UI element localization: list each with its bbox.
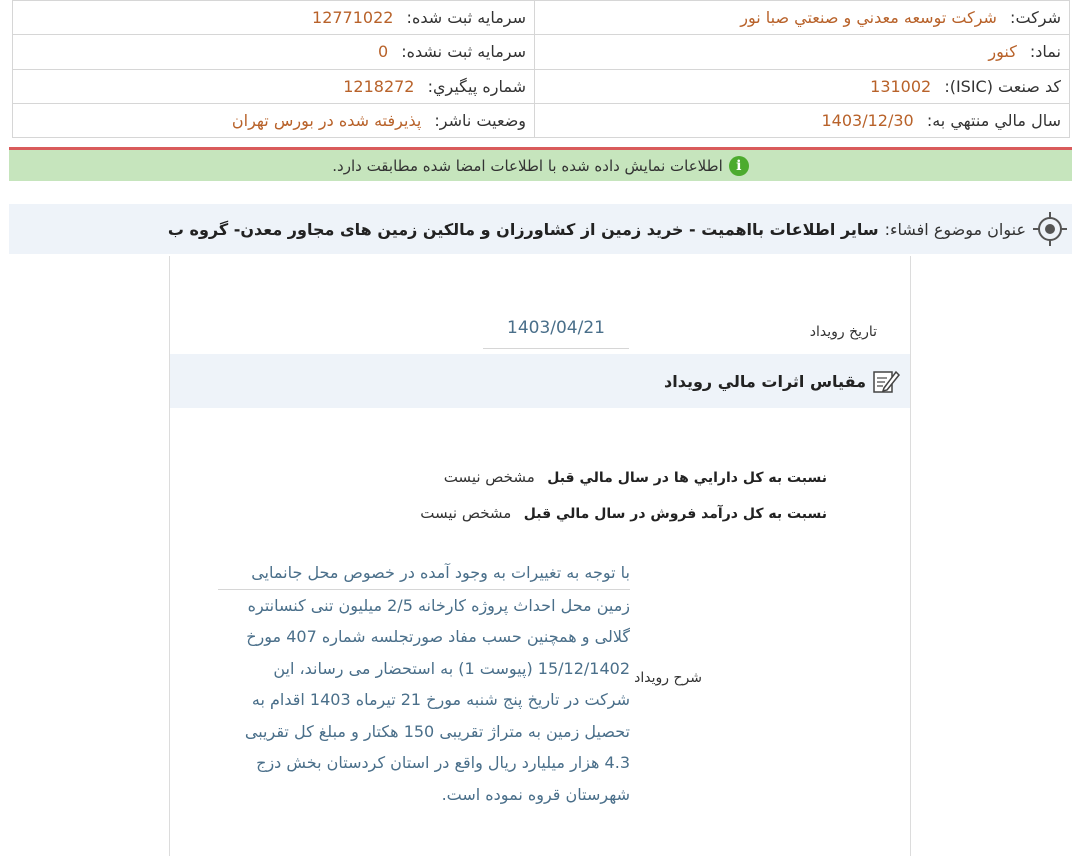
unregistered-capital-label: سرمايه ثبت نشده: bbox=[401, 42, 526, 62]
disclosure-subject-bar bbox=[9, 204, 1072, 254]
registered-capital-label: سرمايه ثبت شده: bbox=[406, 8, 526, 28]
unregistered-capital-cell bbox=[13, 35, 535, 69]
publisher-status-cell bbox=[13, 103, 535, 137]
isic-value: 131002 bbox=[870, 76, 932, 96]
ratio-row-revenue bbox=[420, 504, 827, 522]
tracking-value: 1218272 bbox=[343, 76, 415, 96]
publisher-status-value: پذيرفته شده در بورس تهران bbox=[231, 110, 422, 130]
unregistered-capital-value: 0 bbox=[377, 42, 389, 62]
ratio-revenue-value: مشخص نيست bbox=[420, 504, 512, 522]
description-line: شرکت در تاريخ پنج شنبه مورخ 21 تيرماه 1403 اقدام به bbox=[251, 690, 630, 709]
isic-label: کد صنعت (ISIC): bbox=[944, 76, 1061, 96]
ratio-assets-value: مشخص نيست bbox=[443, 468, 535, 486]
fiscal-year-cell bbox=[535, 103, 1070, 137]
subject-label: عنوان موضوع افشاء: bbox=[884, 219, 1026, 239]
isic-cell bbox=[535, 69, 1070, 103]
symbol-value[interactable]: کنور bbox=[988, 42, 1017, 62]
target-icon bbox=[1032, 211, 1068, 247]
company-label: شرکت: bbox=[1010, 8, 1061, 28]
signature-match-notice bbox=[9, 147, 1072, 181]
ratio-assets-label: نسبت به کل دارايي ها در سال مالي قبل bbox=[547, 470, 827, 486]
symbol-cell bbox=[535, 35, 1070, 69]
description-line: شهرستان قروه نموده است. bbox=[441, 784, 630, 804]
company-value[interactable]: شرکت توسعه معدني و صنعتي صبا نور bbox=[740, 8, 997, 28]
symbol-label: نماد: bbox=[1029, 42, 1061, 62]
subject-value: ساير اطلاعات بااهميت - خريد زمين از کشاورزان و مالکين زمين های مجاور معدن- گروه ب bbox=[167, 219, 879, 239]
info-row bbox=[13, 103, 1070, 137]
financial-effects-title: مقياس اثرات مالي رويداد bbox=[664, 371, 866, 391]
fiscal-year-label: سال مالي منتهي به: bbox=[926, 110, 1061, 130]
edit-note-icon bbox=[872, 368, 900, 394]
description-line: گلالی و همچنين حسب مفاد صورتجلسه شماره 407 مورخ bbox=[246, 627, 630, 646]
info-icon: i bbox=[729, 156, 749, 176]
description-line: 15/12/1402 (پيوست 1) به استحضار می رساند، اين bbox=[273, 658, 630, 678]
ratio-revenue-label: نسبت به کل درآمد فروش در سال مالي قبل bbox=[523, 506, 827, 522]
info-row bbox=[13, 1, 1070, 35]
info-row bbox=[13, 69, 1070, 103]
ratio-row-assets bbox=[444, 468, 827, 486]
fiscal-year-value: 1403/12/30 bbox=[821, 110, 914, 130]
tracking-cell bbox=[13, 69, 535, 103]
event-description-text bbox=[218, 557, 630, 810]
notice-text: اطلاعات نمايش داده شده با اطلاعات امضا شده مطابقت دارد. bbox=[332, 156, 723, 175]
registered-capital-value: 12771022 bbox=[312, 8, 394, 28]
publisher-status-label: وضعيت ناشر: bbox=[434, 110, 526, 130]
company-info-table bbox=[12, 0, 1070, 138]
company-cell bbox=[535, 1, 1070, 35]
description-line: زمين محل احداث پروژه کارخانه 2/5 ميليون تنی کنسانتره bbox=[247, 595, 630, 615]
event-date-value: 1403/04/21 bbox=[483, 318, 629, 349]
financial-effects-header bbox=[170, 354, 910, 408]
tracking-label: شماره پيگيري: bbox=[427, 76, 526, 96]
event-date-label: تاريخ رويداد bbox=[809, 324, 877, 340]
info-row bbox=[13, 35, 1070, 69]
description-line: 4.3 هزار ميليارد ريال واقع در استان کردستان بخش دزج bbox=[256, 753, 630, 772]
registered-capital-cell bbox=[13, 1, 535, 35]
description-line: تحصيل زمين به متراژ تقريبی 150 هکتار و مبلغ کل تقريبی bbox=[244, 721, 630, 741]
description-line: با توجه به تغييرات به وجود آمده در خصوص محل جانمايی bbox=[218, 557, 630, 590]
event-description-label: شرح رويداد bbox=[634, 670, 702, 686]
